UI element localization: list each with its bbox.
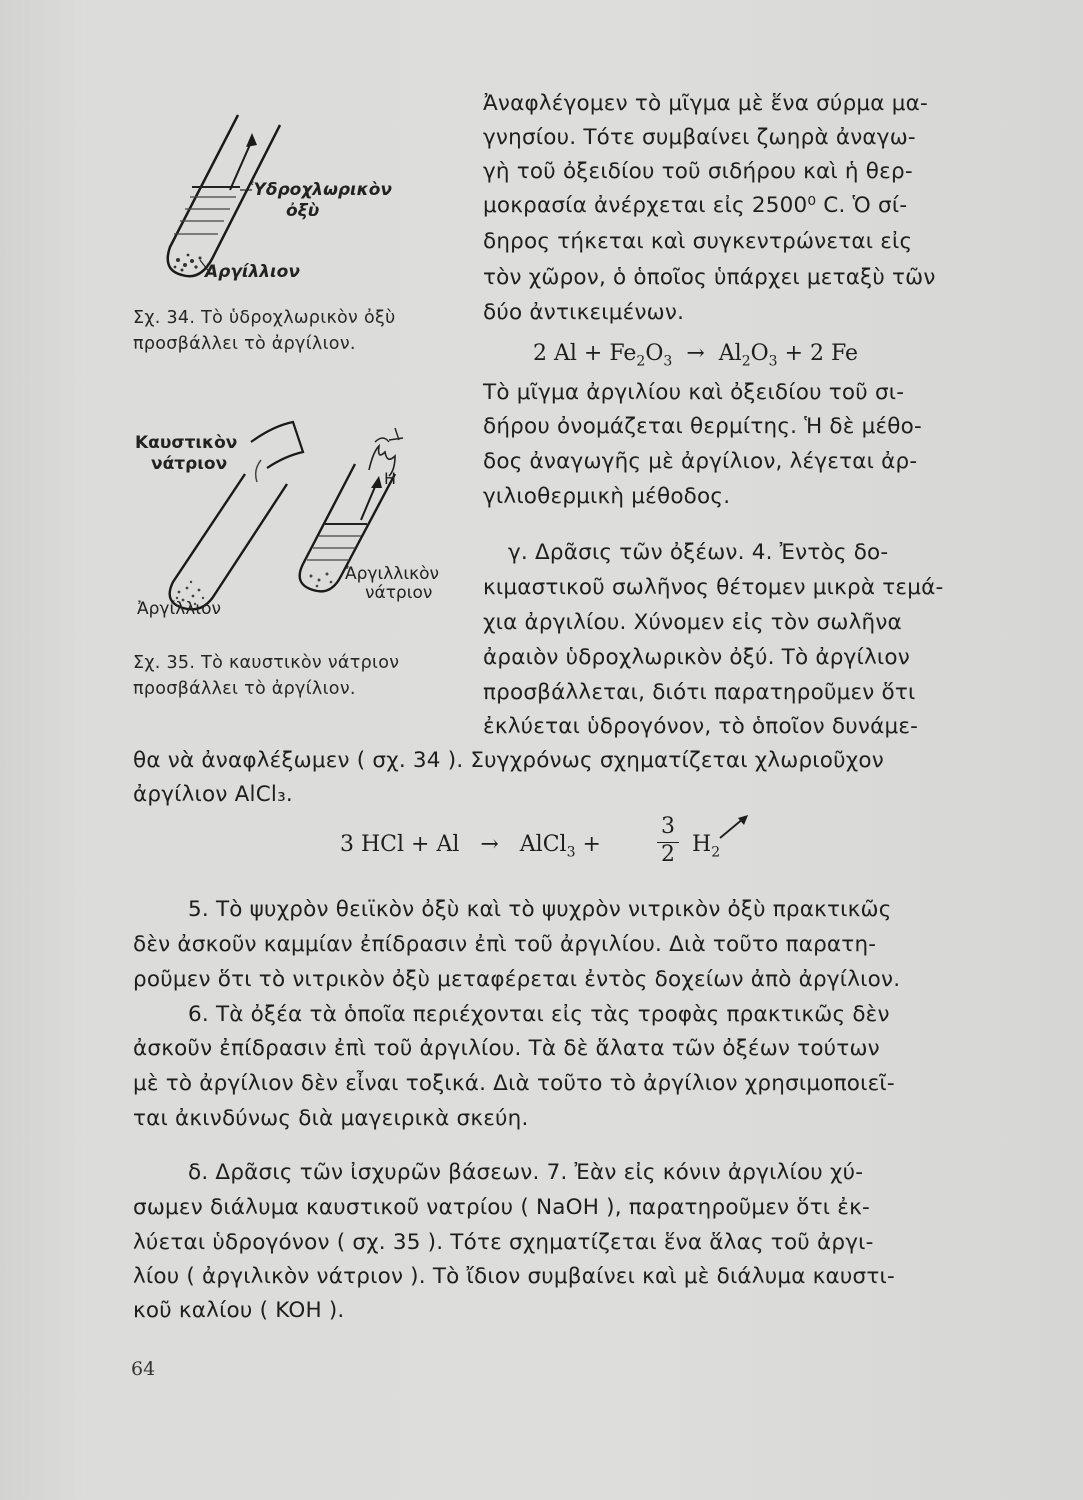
text-line: προσβάλλεται, διότι παρατηροῦμεν ὅτι: [483, 680, 916, 705]
eq-fraction: [656, 815, 680, 867]
text-line: δήρου ὀνομάζεται θερμίτης. Ἡ δὲ μέθο-: [483, 414, 922, 439]
test-tube-caustic-illustration: [133, 412, 463, 637]
text-line: κοῦ καλίου ( KOH ).: [133, 1298, 345, 1323]
eq-h: H: [692, 832, 712, 857]
pour-stream: [256, 460, 261, 482]
eq-subscript: 3: [566, 844, 576, 861]
section-heading-acids: γ. Δρᾶσις τῶν ὀξέων. 4. Ἐντὸς δο-: [508, 540, 889, 565]
text-line: γὴ τοῦ ὀξειδίου τοῦ σιδήρου καὶ ἡ θερ-: [483, 159, 913, 184]
page-number: 64: [131, 1358, 156, 1380]
label-caustic: Καυστικὸν: [135, 433, 238, 453]
eq-products: + 2 Fe: [784, 341, 859, 366]
caption-line: προσβάλλει τὸ ἀργίλιον.: [133, 679, 356, 699]
text-line: ἀραιὸν ὑδροχλωρικὸν ὀξύ. Τὸ ἀργίλιον: [483, 645, 910, 670]
eq-oxygen: O: [645, 341, 664, 366]
text-line: τὸν χῶρον, ὁ ὁποῖος ὑπάρχει μεταξὺ τῶν: [483, 265, 936, 290]
text-line: χια ἀργιλίου. Χύνομεν εἰς τὸν σωλῆνα: [483, 610, 902, 635]
label-sodium-salt: νάτριον: [365, 583, 433, 603]
caption-line: Σχ. 35. Τὸ καυστικὸν νάτριον: [133, 653, 400, 673]
arrow-head-icon: [371, 476, 382, 488]
figure-35: [133, 412, 463, 637]
eq-subscript: 2: [711, 844, 721, 861]
eq-aluminium: Al: [718, 341, 742, 366]
text-line: ἀργίλιον AlCl₃.: [133, 782, 293, 807]
text-line: λύεται ὑδρογόνον ( σχ. 35 ). Τότε σχηματίζεται ἕνα ἅλας τοῦ ἀργι-: [133, 1230, 874, 1255]
text-line: μοκρασία ἀνέρχεται εἰς 2500⁰ C. Ὁ σί-: [483, 193, 908, 218]
label-acid: ὀξὺ: [286, 201, 320, 221]
test-tube-acid-illustration: [140, 95, 440, 305]
aluminium-pieces: [310, 573, 333, 588]
pouring-vessel: [251, 422, 303, 468]
eq-reactants: 2 Al + Fe: [533, 341, 637, 366]
label-aluminate: Ἀργιλλικὸν: [345, 564, 440, 584]
gas-release-arrow-icon: [716, 812, 752, 842]
text-line: Τὸ μῖγμα ἀργιλίου καὶ ὀξειδίου τοῦ σι-: [483, 380, 905, 405]
eq-product: AlCl: [519, 832, 567, 857]
caption-line: προσβάλλει τὸ ἀργίλιον.: [133, 334, 356, 354]
equation-thermite: [533, 341, 858, 369]
arrow-head-icon: [246, 133, 257, 147]
text-line: Ἀναφλέγομεν τὸ μῖγμα μὲ ἕνα σύρμα μα-: [483, 91, 928, 116]
eq-arrow: →: [686, 341, 705, 366]
label-hydrogen: Η: [384, 469, 397, 488]
text-line: δὲν ἀσκοῦν καμμίαν ἐπίδρασιν ἐπὶ τοῦ ἀργιλίου. Διὰ τοῦτο παρατη-: [133, 932, 877, 957]
eq-subscript: 3: [768, 353, 778, 370]
text-line: 5. Τὸ ψυχρὸν θειϊκὸν ὀξὺ καὶ τὸ ψυχρὸν νιτρικὸν ὀξὺ πρακτικῶς: [188, 897, 892, 922]
text-line: κιμαστικοῦ σωλῆνος θέτομεν μικρὰ τεμά-: [483, 575, 944, 600]
label-aluminium: Ἀργίλλιον: [137, 599, 222, 619]
text-line: γιλιοθερμικὴ μέθοδος.: [483, 484, 731, 509]
text-line: ροῦμεν ὅτι τὸ νιτρικὸν ὀξὺ μεταφέρεται ἐντὸς δοχείων ἀπὸ ἀργίλιον.: [133, 967, 901, 992]
equation-hcl: [340, 832, 601, 860]
text-line: μὲ τὸ ἀργίλιον δὲν εἶναι τοξικά. Διὰ τοῦτο τὸ ἀργίλιον χρησιμοποιεῖ-: [133, 1071, 895, 1096]
text-line: δος ἀναγωγῆς μὲ ἀργίλιον, λέγεται ἀρ-: [483, 449, 918, 474]
text-line: δύο ἀντικειμένων.: [483, 300, 685, 325]
eq-subscript: 2: [636, 353, 646, 370]
text-line: ται ἀκινδύνως διὰ μαγειρικὰ σκεύη.: [133, 1106, 529, 1131]
figure-35-caption: [133, 650, 399, 702]
eq-denominator: 2: [661, 842, 675, 867]
match-icon: [375, 428, 403, 442]
text-line: γνησίου. Τότε συμβαίνει ζωηρὰ ἀναγω-: [483, 125, 916, 150]
label-sodium: νάτριον: [151, 454, 228, 474]
text-line: λίου ( ἀργιλικὸν νάτριον ). Τὸ ἴδιον συμβαίνει καὶ μὲ διάλυμα καυστι-: [133, 1264, 895, 1289]
aluminium-pieces: [174, 254, 202, 272]
text-line: θα νὰ ἀναφλέξωμεν ( σχ. 34 ). Συγχρόνως σχηματίζεται χλωριοῦχον: [133, 748, 884, 773]
section-heading-bases: δ. Δρᾶσις τῶν ἰσχυρῶν βάσεων. 7. Ἐὰν εἰς κόνιν ἀργιλίου χύ-: [188, 1160, 864, 1185]
text-line: ἀσκοῦν ἐπίδρασιν ἐπὶ τοῦ ἀργιλίου. Τὰ δὲ ἅλατα τῶν ὀξέων τούτων: [133, 1036, 880, 1061]
eq-subscript: 3: [663, 353, 673, 370]
text-line: 6. Τὰ ὀξέα τὰ ὁποῖα περιέχονται εἰς τὰς τροφὰς πρακτικῶς δὲν: [188, 1002, 890, 1027]
eq-plus: +: [582, 832, 601, 857]
gas-arrow: [230, 140, 252, 190]
eq-reactants: 3 HCl + Al: [340, 832, 460, 857]
label-aluminium: Ἀργίλλιον: [205, 262, 300, 282]
text-line: σωμεν διάλυμα καυστικοῦ νατρίου ( NaOH ), παρατηροῦμεν ὅτι ἐκ-: [133, 1195, 870, 1220]
figure-34: [140, 95, 440, 305]
caption-line: Σχ. 34. Τὸ ὑδροχλωρικὸν ὀξὺ: [133, 308, 396, 328]
figure-34-caption: [133, 305, 396, 357]
text-line: ἐκλύεται ὑδρογόνον, τὸ ὁποῖον δυνάμε-: [483, 714, 919, 739]
eq-numerator: 3: [661, 814, 675, 839]
label-hydrochloric: Ὑδροχλωρικὸν: [250, 180, 392, 200]
eq-subscript: 2: [741, 353, 751, 370]
text-line: δηρος τήκεται καὶ συγκεντρώνεται εἰς: [483, 229, 913, 254]
eq-oxygen: O: [750, 341, 769, 366]
eq-arrow: →: [480, 832, 499, 857]
